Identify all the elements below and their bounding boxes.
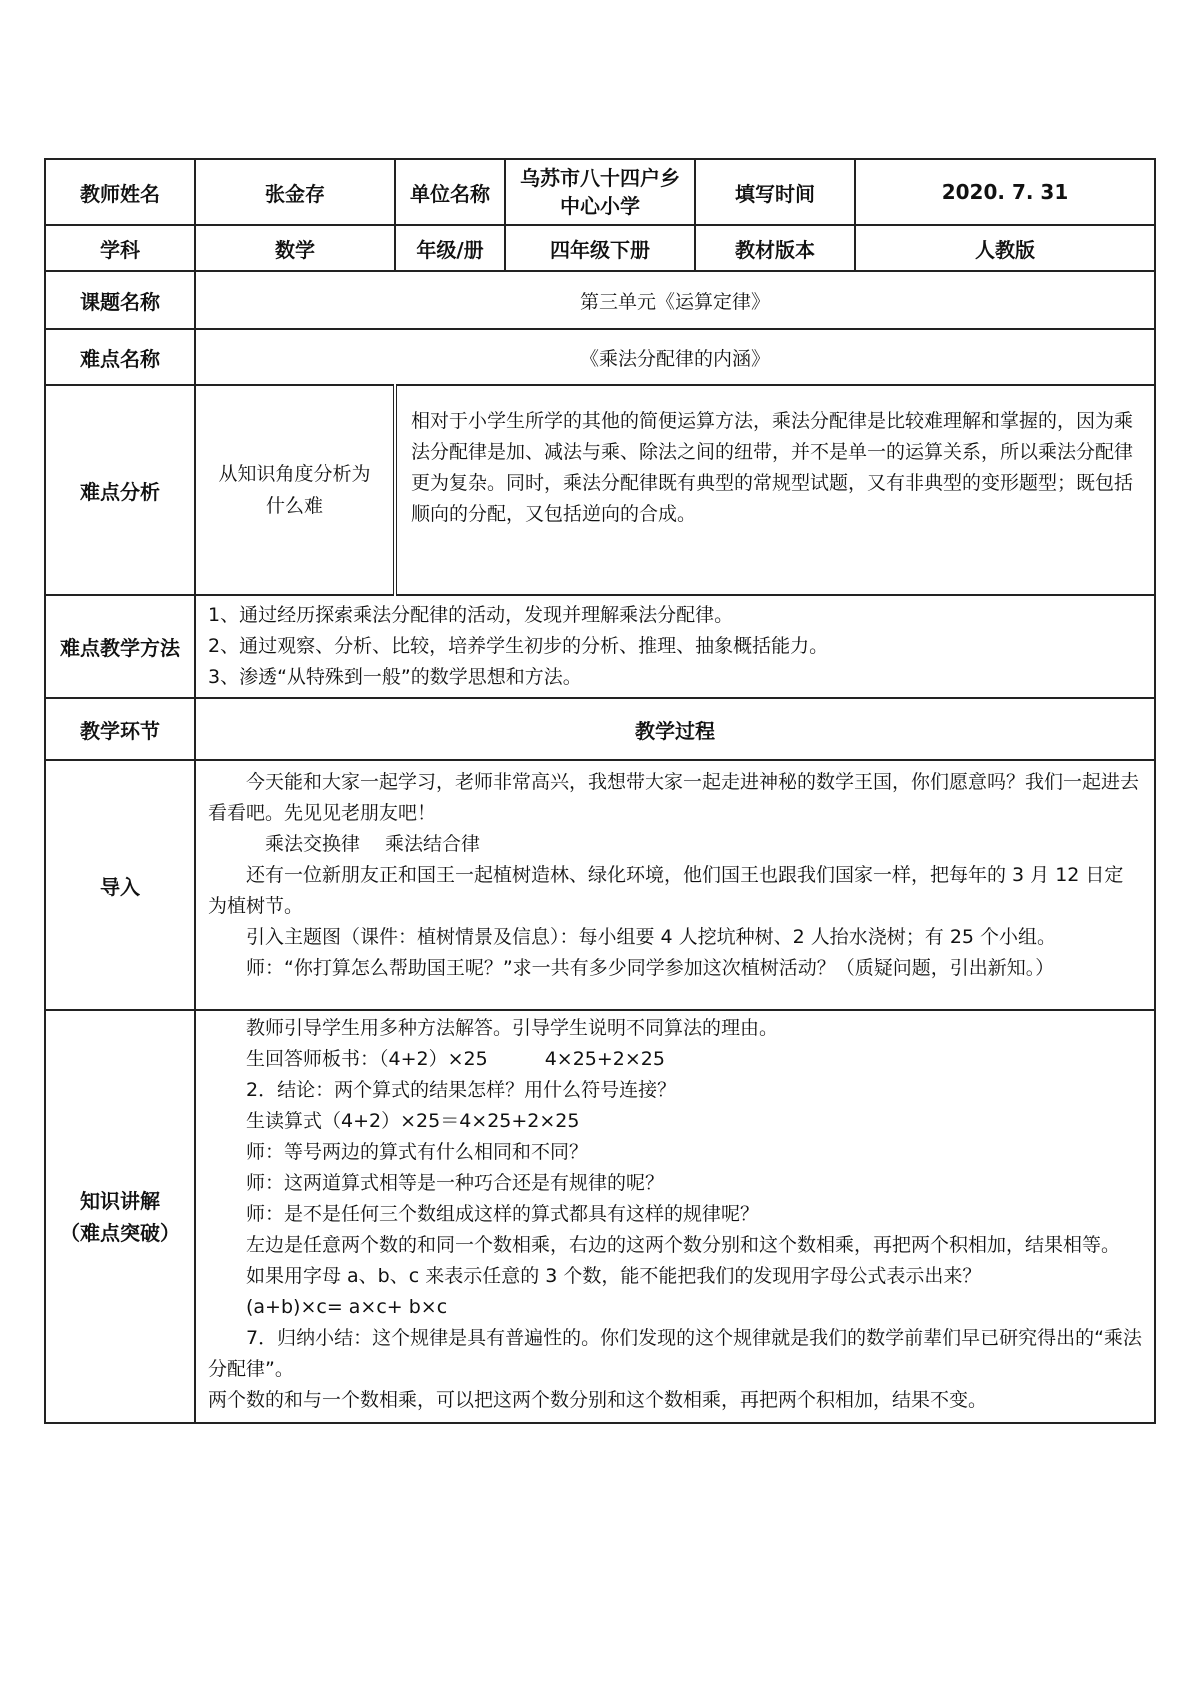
explain-label-line2: （难点突破） bbox=[60, 1220, 180, 1245]
explain-label-line1: 知识讲解 bbox=[80, 1188, 160, 1213]
intro-line: 乘法交换律 乘法结合律 bbox=[265, 833, 481, 855]
grade-label: 年级/册 bbox=[395, 225, 505, 271]
process-header-row bbox=[45, 698, 1155, 760]
grade-value: 四年级下册 bbox=[505, 225, 695, 271]
lesson-plan-document bbox=[44, 158, 1154, 1424]
explain-content bbox=[195, 1010, 1155, 1423]
edition-label: 教材版本 bbox=[695, 225, 855, 271]
explain-line: 生读算式（4+2）×25＝4×25+2×25 bbox=[246, 1110, 580, 1132]
process-header-label: 教学过程 bbox=[195, 698, 1155, 760]
explain-line: 如果用字母 a、b、c 来表示任意的 3 个数，能不能把我们的发现用字母公式表示出来？ bbox=[246, 1265, 982, 1287]
header-row-2 bbox=[45, 225, 1155, 271]
analysis-sub-label-line1: 从知识角度分析为 bbox=[218, 463, 371, 485]
explain-formula: (a+b)×c= a×c+ b×c bbox=[246, 1296, 448, 1318]
unit-name-label: 单位名称 bbox=[395, 159, 505, 225]
topic-label: 课题名称 bbox=[45, 271, 195, 329]
explain-conclusion: 两个数的和与一个数相乘，可以把这两个数分别和这个数相乘，再把两个积相加，结果不变。 bbox=[208, 1389, 988, 1411]
intro-line: 引入主题图（课件：植树情景及信息）：每小组要 4 人挖坑种树、2 人抬水浇树；有 25 个小组。 bbox=[246, 926, 1057, 948]
subject-value: 数学 bbox=[195, 225, 395, 271]
lesson-plan-table bbox=[44, 158, 1156, 1424]
methods-list bbox=[195, 595, 1155, 698]
topic-value: 第三单元《运算定律》 bbox=[195, 271, 1155, 329]
subject-label: 学科 bbox=[45, 225, 195, 271]
methods-item: 2、通过观察、分析、比较，培养学生初步的分析、推理、抽象概括能力。 bbox=[208, 635, 829, 657]
explain-line: 师：是不是任何三个数组成这样的算式都具有这样的规律呢？ bbox=[246, 1203, 760, 1225]
analysis-sub-label bbox=[195, 385, 395, 595]
methods-item: 1、通过经历探索乘法分配律的活动，发现并理解乘法分配律。 bbox=[208, 604, 734, 626]
explain-line: 教师引导学生用多种方法解答。引导学生说明不同算法的理由。 bbox=[246, 1017, 779, 1039]
unit-name-line1: 乌苏市八十四户乡 bbox=[520, 166, 680, 190]
explain-line: 左边是任意两个数的和同一个数相乘，右边的这两个数分别和这个数相乘，再把两个积相加，结果相等。 bbox=[246, 1234, 1121, 1256]
explain-line: 师：等号两边的算式有什么相同和不同？ bbox=[246, 1141, 589, 1163]
explain-line: 2．结论：两个算式的结果怎样？用什么符号连接？ bbox=[246, 1079, 677, 1101]
explain-line: 7．归纳小结：这个规律是具有普遍性的。你们发现的这个规律就是我们的数学前辈们早已研究得出的“乘法分配律”。 bbox=[208, 1327, 1142, 1380]
edition-value: 人教版 bbox=[855, 225, 1155, 271]
intro-label: 导入 bbox=[45, 760, 195, 1010]
unit-name-value bbox=[505, 159, 695, 225]
methods-row bbox=[45, 595, 1155, 698]
analysis-row bbox=[45, 385, 1155, 595]
methods-item: 3、渗透“从特殊到一般”的数学思想和方法。 bbox=[208, 666, 582, 688]
stage-header-label: 教学环节 bbox=[45, 698, 195, 760]
intro-line: 师：“你打算怎么帮助国王呢？”求一共有多少同学参加这次植树活动？（质疑问题，引出新知。） bbox=[246, 957, 1055, 979]
intro-line: 还有一位新朋友正和国王一起植树造林、绿化环境，他们国王也跟我们国家一样，把每年的 3 月 12 日定为植树节。 bbox=[208, 864, 1124, 917]
analysis-label: 难点分析 bbox=[45, 385, 195, 595]
intro-row bbox=[45, 760, 1155, 1010]
methods-label: 难点教学方法 bbox=[45, 595, 195, 698]
explain-line: 师：这两道算式相等是一种巧合还是有规律的呢？ bbox=[246, 1172, 665, 1194]
fill-date-label: 填写时间 bbox=[695, 159, 855, 225]
fill-date-value: 2020. 7. 31 bbox=[855, 159, 1155, 225]
intro-content bbox=[195, 760, 1155, 1010]
teacher-name-label: 教师姓名 bbox=[45, 159, 195, 225]
analysis-text: 相对于小学生所学的其他的简便运算方法，乘法分配律是比较难理解和掌握的，因为乘法分配律是加、减法与乘、除法之间的纽带，并不是单一的运算关系，所以乘法分配律更为复杂。同时，乘法分配律既有典型的常规型试题，又有非典型的变形题型；既包括顺向的分配，又包括逆向的合成。 bbox=[395, 385, 1155, 595]
analysis-sub-label-line2: 什么难 bbox=[265, 495, 323, 517]
explain-line: 生回答师板书：（4+2）×25 4×25+2×25 bbox=[246, 1048, 665, 1070]
teacher-name-value: 张金存 bbox=[195, 159, 395, 225]
difficulty-value: 《乘法分配律的内涵》 bbox=[195, 329, 1155, 385]
intro-line: 今天能和大家一起学习，老师非常高兴，我想带大家一起走进神秘的数学王国，你们愿意吗？我们一起进去看看吧。先见见老朋友吧！ bbox=[208, 771, 1140, 824]
header-row-1 bbox=[45, 159, 1155, 225]
unit-name-line2: 中心小学 bbox=[560, 194, 640, 218]
topic-row bbox=[45, 271, 1155, 329]
difficulty-label: 难点名称 bbox=[45, 329, 195, 385]
difficulty-row bbox=[45, 329, 1155, 385]
explain-label bbox=[45, 1010, 195, 1423]
explain-row bbox=[45, 1010, 1155, 1423]
